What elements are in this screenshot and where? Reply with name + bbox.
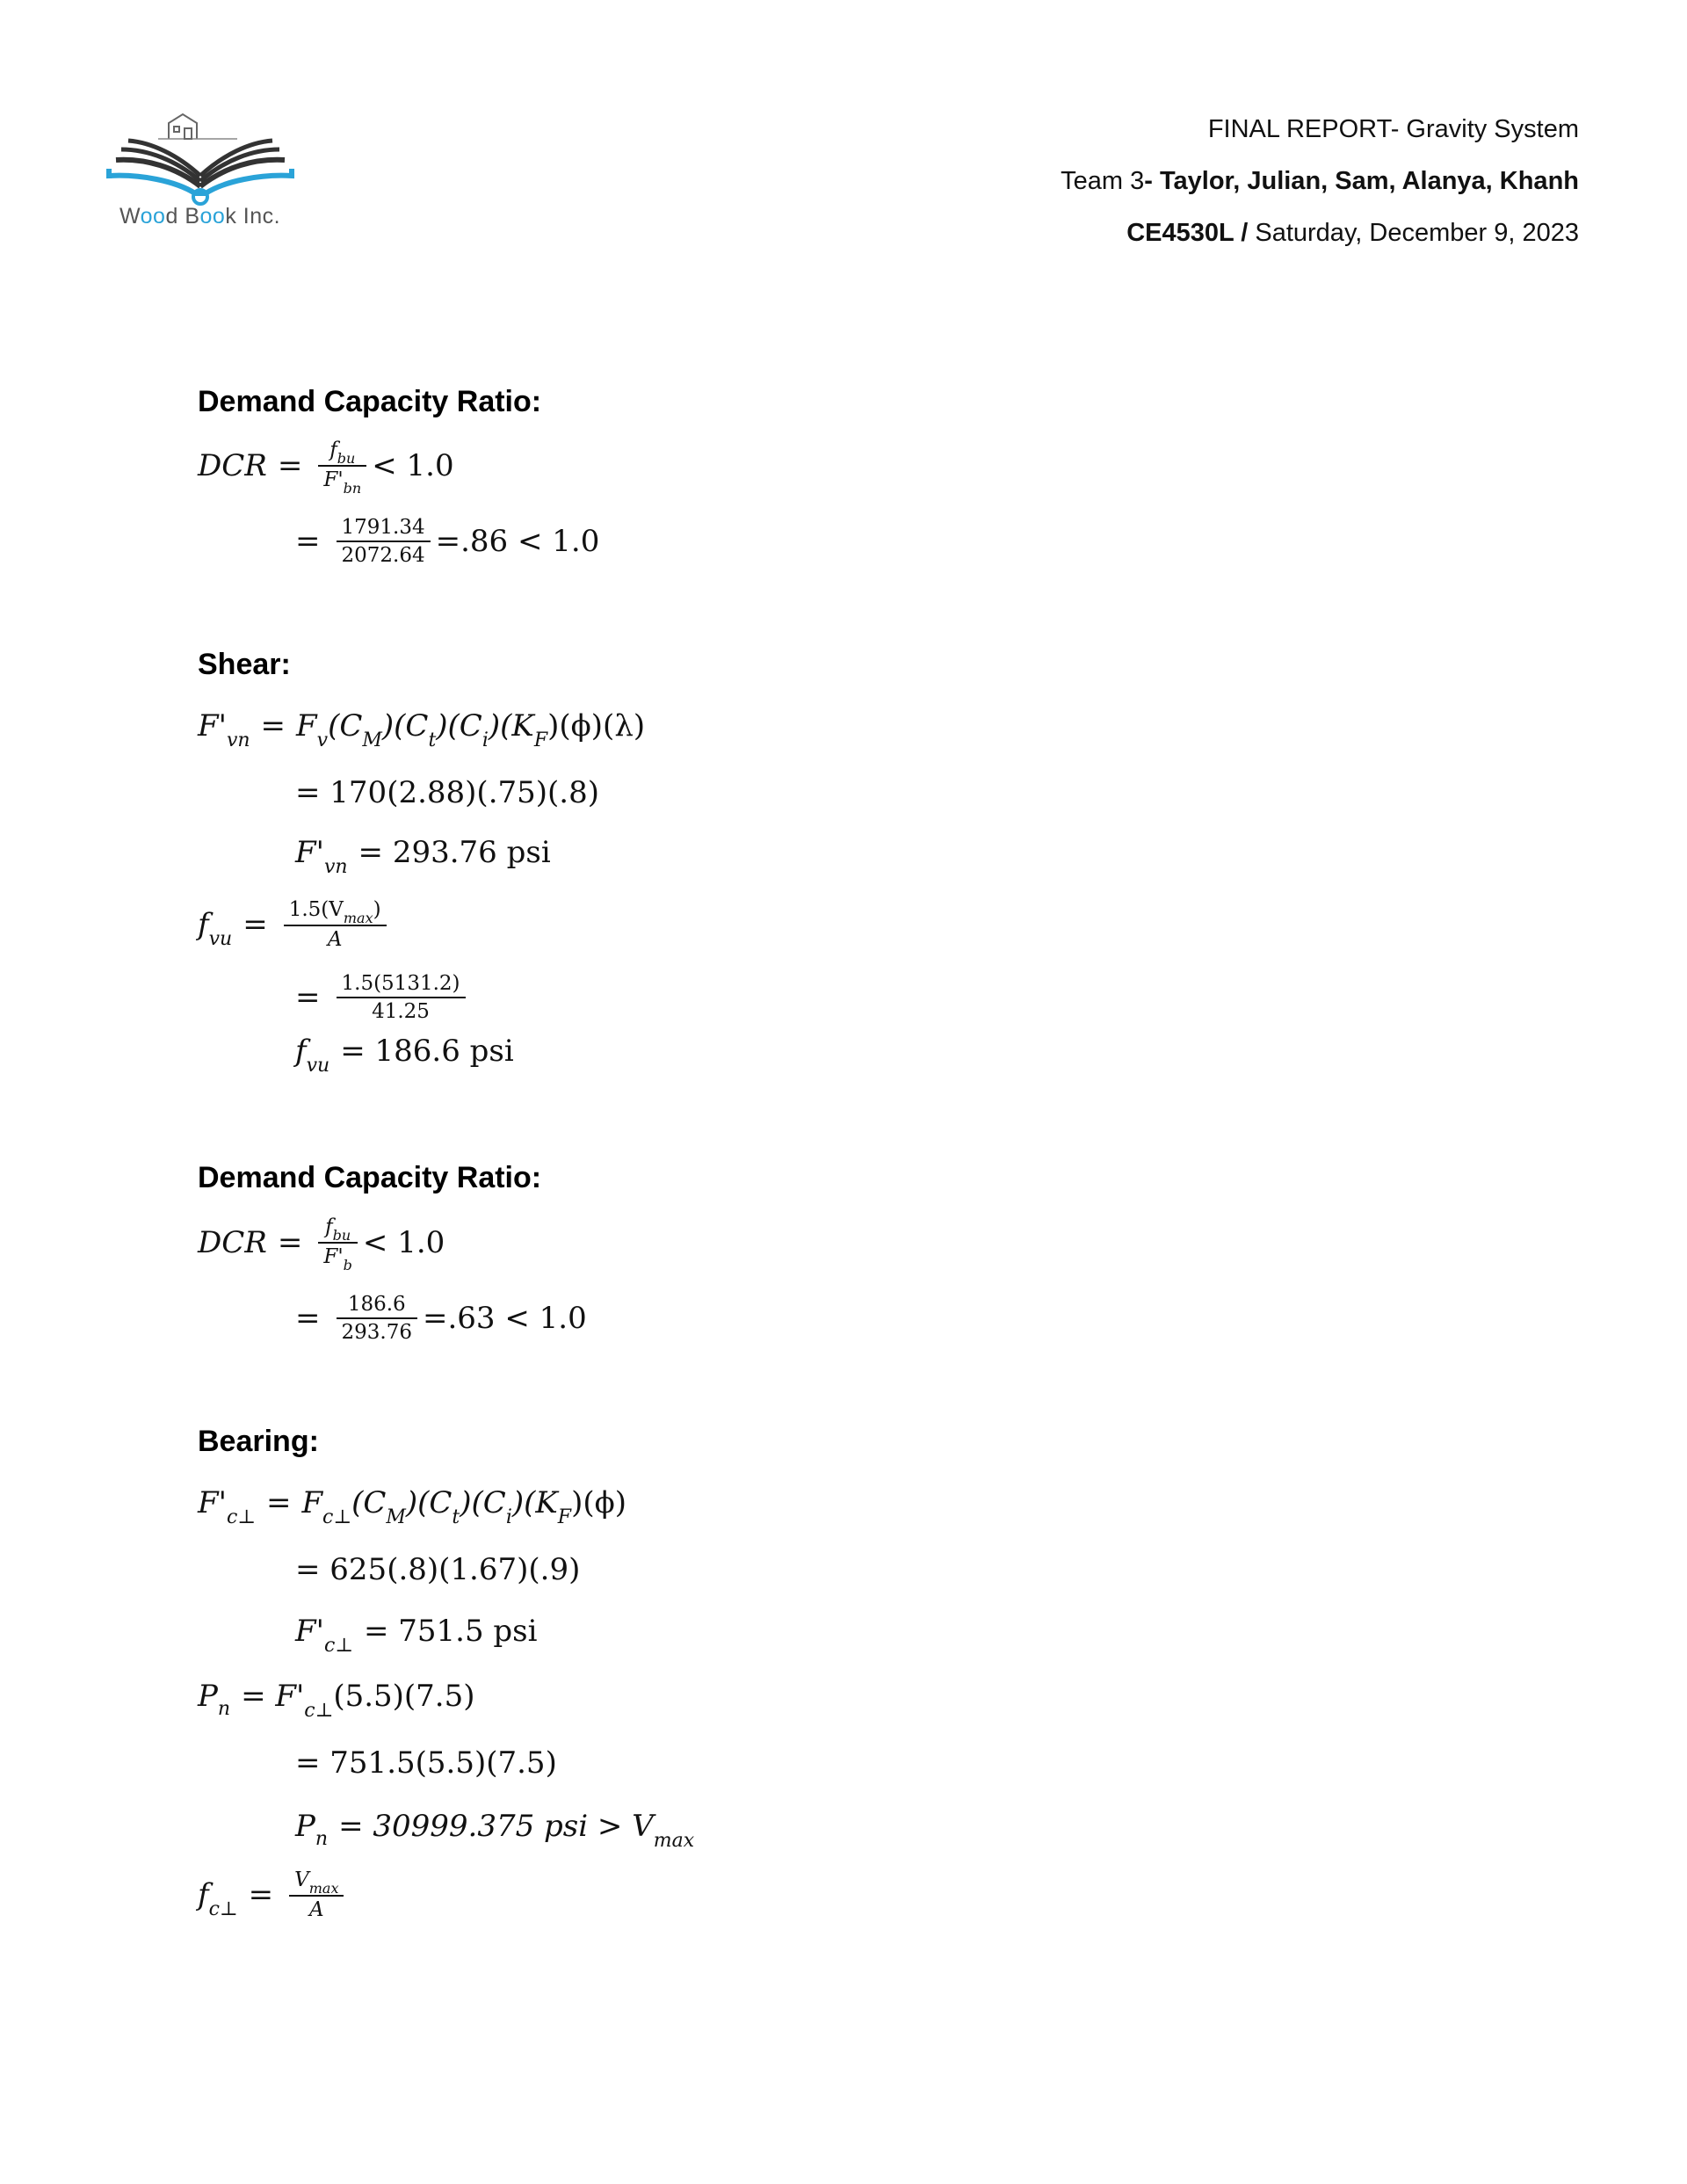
dcr1-heading: Demand Capacity Ratio: (198, 385, 542, 418)
shear-substitution: = 170(2.88)(.75)(.8) (295, 775, 599, 810)
shear-result: F' vn = 293.76 psi (295, 835, 551, 878)
bearing-formula: F' c⊥ = F c⊥ (C M )(C t )(C i )(K F )(ϕ) (198, 1485, 627, 1528)
shear-heading: Shear: (198, 648, 291, 681)
dcr1-evaluation: = $\frac{1791.34}{2072.64}$ =.86 < 1.0 (295, 516, 600, 567)
open-book-icon (105, 105, 299, 207)
pn-formula: P n = F' c⊥ (5.5)(7.5) (198, 1679, 475, 1722)
fc-definition: f c⊥ = $\frac{V_{max}}{A}$ (198, 1867, 349, 1923)
team-line: Team 3- Taylor, Julian, Sam, Alanya, Khanh (1061, 167, 1579, 195)
report-header (1061, 104, 1579, 259)
dcr2-definition: DCR = $\frac{f_{bu}}{F'_b}$ < 1.0 (198, 1215, 445, 1273)
report-title: FINAL REPORT- Gravity System (1207, 115, 1579, 143)
dcr2-evaluation: = $\frac{186.6}{293.76}$ =.63 < 1.0 (295, 1293, 587, 1344)
pn-result: P n = 30999.375 psi > V max (295, 1809, 695, 1852)
course-date-line: CE4530L / Saturday, December 9, 2023 (1126, 219, 1579, 247)
bearing-substitution: = 625(.8)(1.67)(.9) (295, 1552, 581, 1587)
fvu-substitution: = $\frac{1.5(5131.2)}{41.25}$ (295, 970, 471, 1025)
pn-substitution: = 751.5(5.5)(7.5) (295, 1745, 557, 1781)
company-logo (105, 105, 299, 246)
bearing-result: F' c⊥ = 751.5 psi (295, 1614, 538, 1657)
fvu-result: f vu = 186.6 psi (295, 1034, 514, 1077)
bearing-heading: Bearing: (198, 1425, 319, 1458)
shear-formula: F' vn = F v (C M )(C t )(C i )(K F )(ϕ)(λ) (198, 708, 646, 751)
dcr1-definition: DCR = $\frac{f_{bu}}{F'_{bn}}$ < 1.0 (198, 439, 454, 497)
fvu-definition: f vu = $\frac{1.5(V_{max})}{A}$ (198, 896, 392, 953)
dcr1-fraction: $\frac{f_{bu}}{F'_{bn}}$ (318, 437, 366, 495)
logo-wordmark: Wood Book Inc. (119, 204, 281, 229)
dcr2-heading: Demand Capacity Ratio: (198, 1161, 542, 1194)
